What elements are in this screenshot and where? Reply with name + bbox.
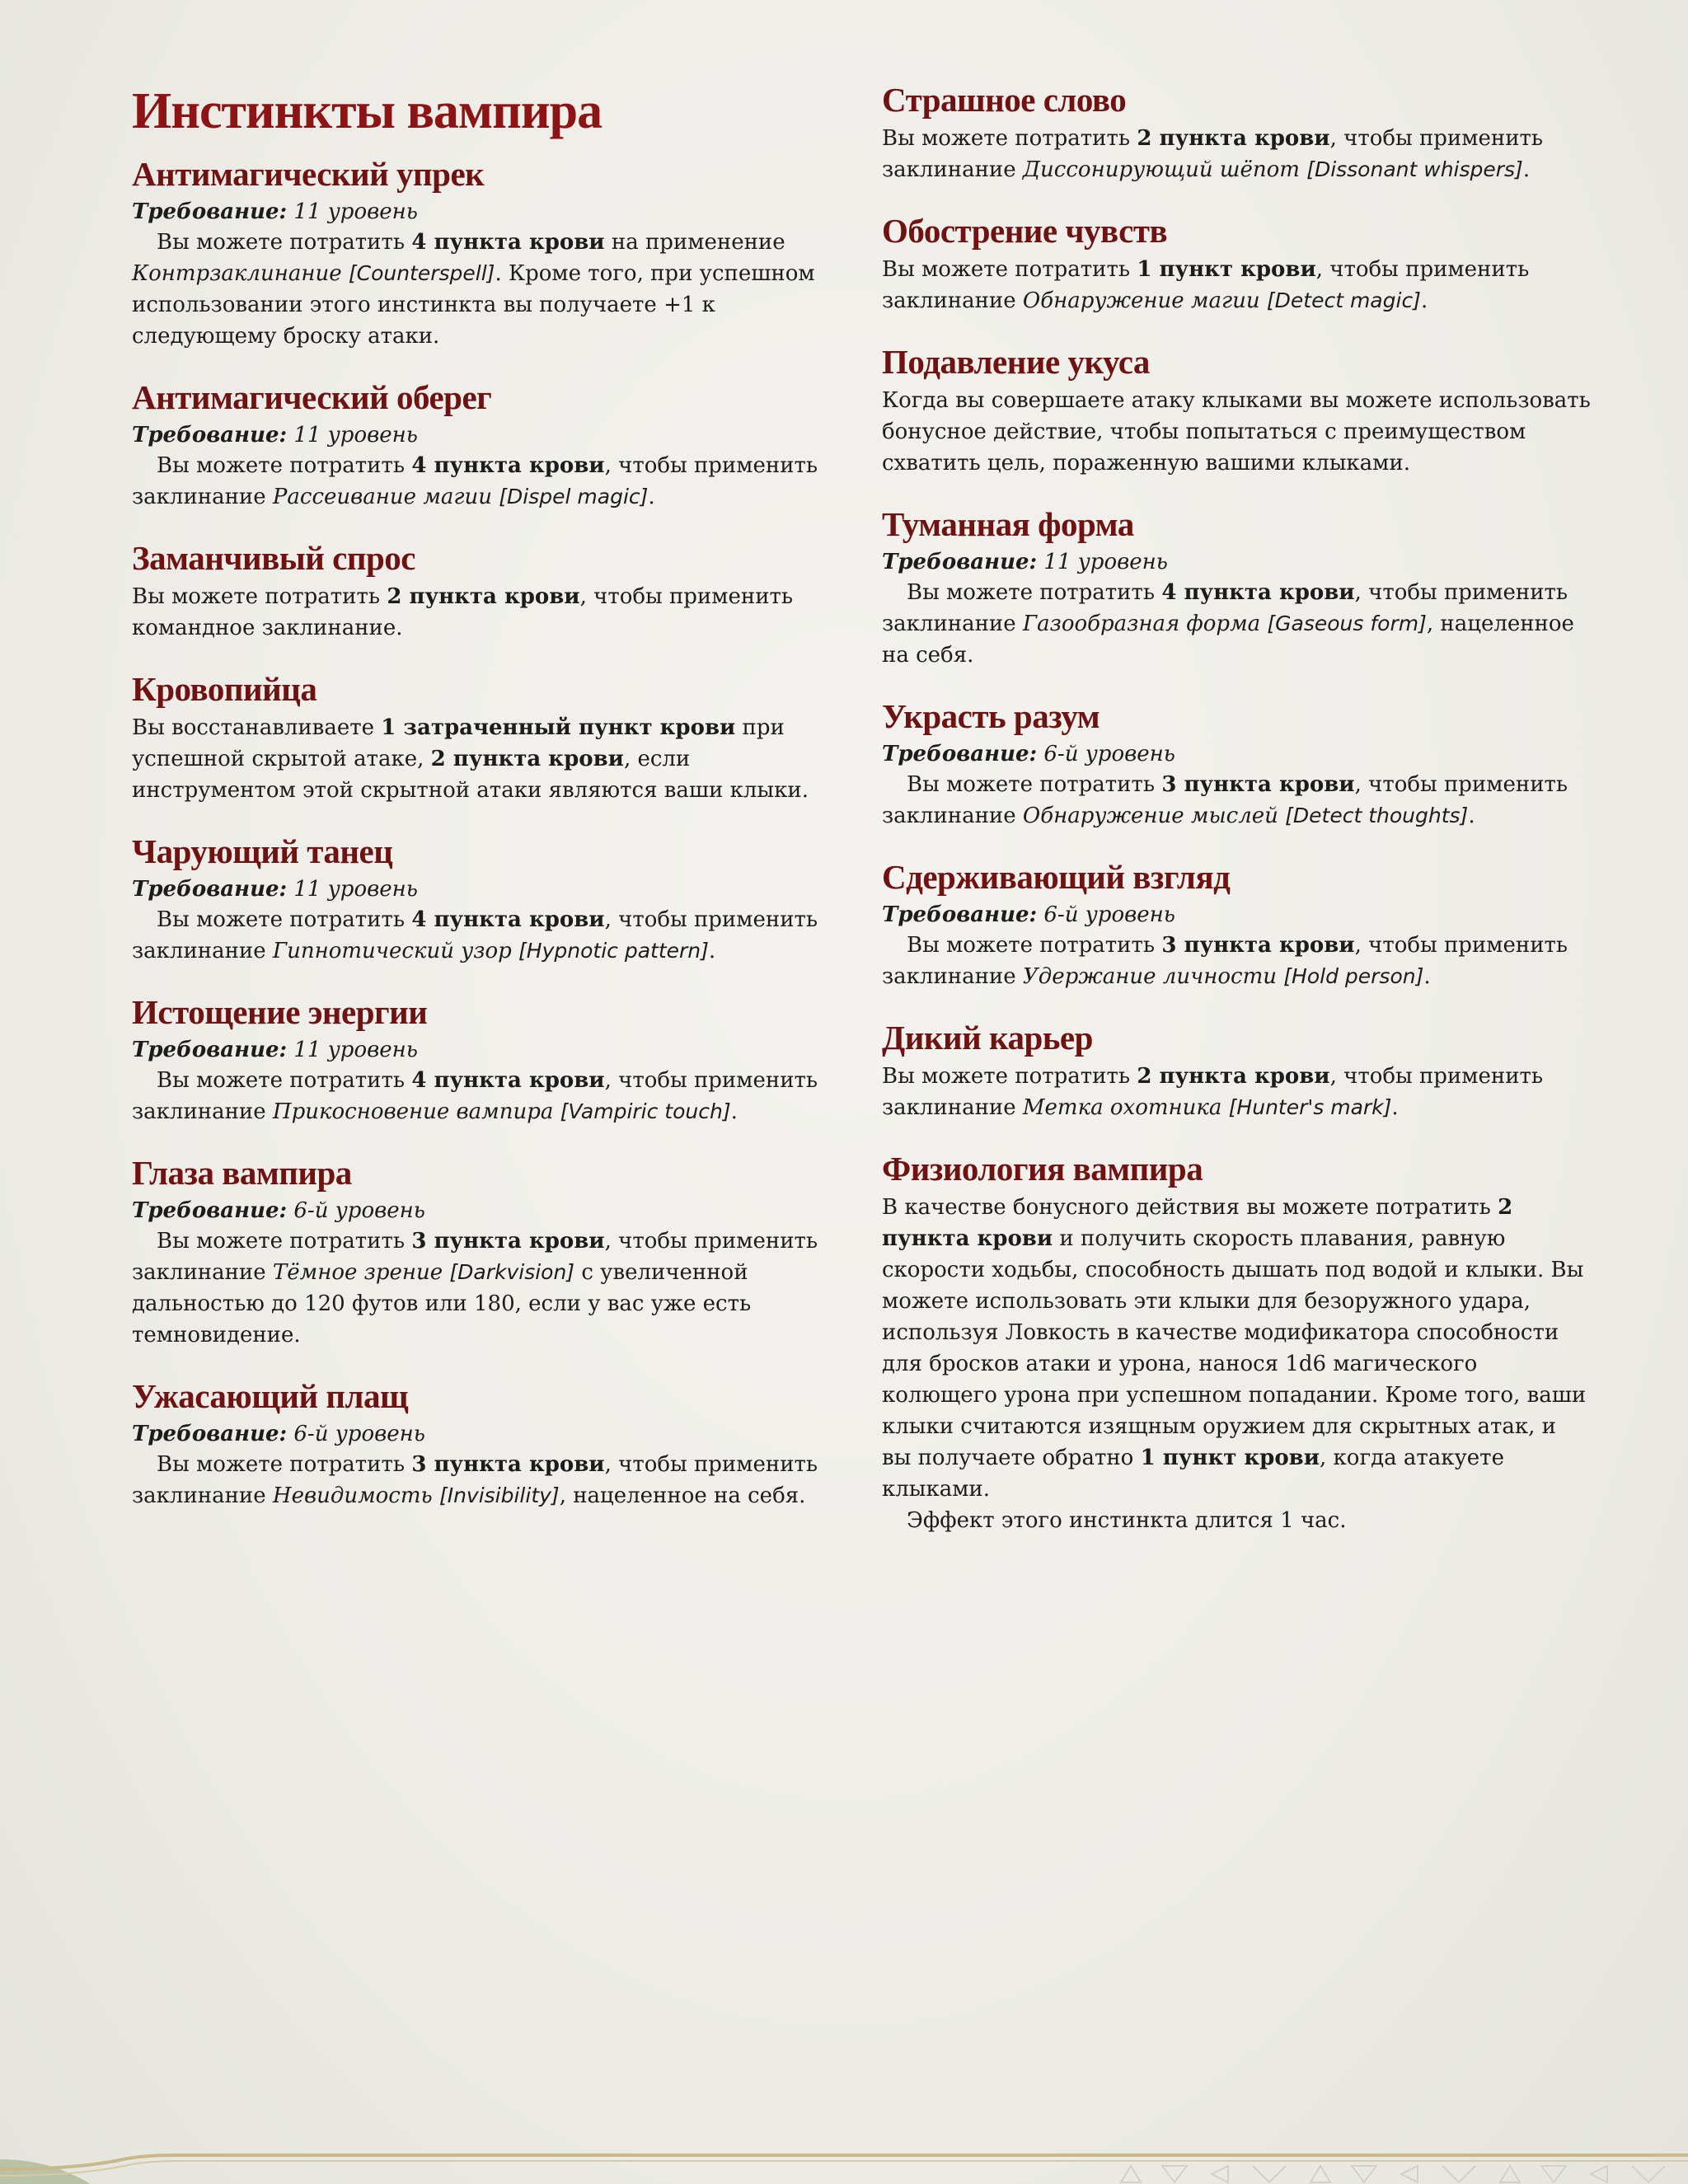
instinct-description: Вы можете потратить 4 пункта крови, чтобы применить заклинание Прикосновение вампира [Vampiric touch]. xyxy=(132,1068,818,1125)
instinct-entry xyxy=(882,213,1591,316)
instinct-entry xyxy=(132,541,841,644)
footer-rune-row xyxy=(1121,2166,1665,2182)
instinct-description: Вы можете потратить 4 пункта крови, чтобы применить заклинание Газообразная форма [Gaseous form], нацеленное на себя. xyxy=(882,580,1574,668)
instinct-requirement: Требование: 11 уровень xyxy=(132,877,418,902)
instinct-entry xyxy=(132,1155,841,1351)
instinct-title: Истощение энергии xyxy=(132,993,428,1032)
instinct-requirement: Требование: 6-й уровень xyxy=(882,902,1175,928)
instinct-description: Когда вы совершаете атаку клыками вы можете использовать бонусное действие, чтобы попытаться с преимуществом схватить цель, пораженную вашими клыками. xyxy=(882,388,1591,476)
instinct-requirement: Требование: 6-й уровень xyxy=(132,1198,425,1224)
instinct-entry xyxy=(132,995,841,1127)
corner-ornament xyxy=(0,2159,91,2184)
instinct-description: Вы можете потратить 4 пункта крови, чтобы применить заклинание Гипнотический узор [Hypnotic pattern]. xyxy=(132,907,818,964)
instinct-description: В качестве бонусного действия вы можете потратить 2 пункта крови и получить скорость плавания, равную скорости ходьбы, способность дышать под водой и клыки. Вы можете использовать эти клыки для безоружного удара, используя Ловкость в качестве модификатора способности для бросков атаки и урона, нанося 1d6 магического колющего урона при успешном попадании. Кроме того, ваши клыки считаются изящным оружием для скрытных атак, и вы получаете обратно 1 пункт крови, когда атакуете клыками. xyxy=(882,1195,1587,1502)
instinct-entry xyxy=(882,344,1591,479)
instinct-entry xyxy=(882,699,1591,832)
instinct-entry xyxy=(132,157,841,352)
instinct-title: Страшное слово xyxy=(882,81,1127,119)
instinct-description: Вы можете потратить 3 пункта крови, чтобы применить заклинание Невидимость [Invisibility], нацеленное на себя. xyxy=(132,1452,818,1509)
instinct-title: Кровопийца xyxy=(132,670,317,709)
instinct-entry xyxy=(132,1379,841,1511)
instinct-title: Дикий карьер xyxy=(882,1019,1093,1057)
instinct-description: Вы можете потратить 4 пункта крови на применение Контрзаклинание [Counterspell]. Кроме того, при успешном использовании этого инстинкта вы получаете +1 к следующему броску атаки. xyxy=(132,230,815,349)
instinct-requirement: Требование: 6-й уровень xyxy=(882,742,1175,767)
footer-border-decoration xyxy=(0,2126,1688,2184)
instinct-title: Сдерживающий взгляд xyxy=(882,858,1231,897)
instinct-duration: Эффект этого инстинкта длится 1 час. xyxy=(907,1508,1347,1534)
instinct-entry xyxy=(132,380,841,513)
instinct-entry xyxy=(132,834,841,967)
instinct-requirement: Требование: 11 уровень xyxy=(132,1038,418,1063)
instinct-description: Вы можете потратить 1 пункт крови, чтобы применить заклинание Обнаружение магии [Detect magic]. xyxy=(882,257,1530,314)
instinct-requirement: Требование: 6-й уровень xyxy=(132,1422,425,1447)
instinct-title: Физиология вампира xyxy=(882,1150,1203,1188)
instinct-title: Заманчивый спрос xyxy=(132,539,416,578)
instinct-title: Обострение чувств xyxy=(882,212,1168,251)
instinct-requirement: Требование: 11 уровень xyxy=(882,550,1168,575)
instinct-description: Вы можете потратить 2 пункта крови, чтобы применить заклинание Метка охотника [Hunter's mark]. xyxy=(882,1064,1544,1121)
instinct-entry xyxy=(882,507,1591,671)
instinct-description: Вы можете потратить 2 пункта крови, чтобы применить командное заклинание. xyxy=(132,584,794,641)
instinct-entry xyxy=(882,860,1591,992)
instinct-entry xyxy=(882,82,1591,185)
instinct-requirement: Требование: 11 уровень xyxy=(132,199,418,225)
right-column xyxy=(882,82,1591,1564)
instinct-description: Вы можете потратить 3 пункта крови, чтобы применить заклинание Обнаружение мыслей [Detect thoughts]. xyxy=(882,772,1568,829)
instinct-title: Антимагический оберег xyxy=(132,378,492,417)
instinct-entry xyxy=(132,672,841,806)
left-column xyxy=(132,157,841,1540)
footer-gold-line-inner xyxy=(0,2161,1688,2176)
instinct-description: Вы можете потратить 3 пункта крови, чтобы применить заклинание Тёмное зрение [Darkvision] с увеличенной дальностью до 120 футов или 180, если у вас уже есть темновидение. xyxy=(132,1229,818,1348)
page-title: Инстинкты вампира xyxy=(132,83,603,139)
instinct-title: Антимагический упрек xyxy=(132,155,485,193)
instinct-title: Туманная форма xyxy=(882,505,1134,544)
instinct-title: Глаза вампира xyxy=(132,1154,352,1193)
instinct-title: Ужасающий плащ xyxy=(132,1377,409,1416)
instinct-title: Подавление укуса xyxy=(882,343,1150,382)
instinct-description: Вы можете потратить 4 пункта крови, чтобы применить заклинание Рассеивание магии [Dispel magic]. xyxy=(132,453,818,510)
instinct-description: Вы можете потратить 3 пункта крови, чтобы применить заклинание Удержание личности [Hold person]. xyxy=(882,933,1568,990)
instinct-entry xyxy=(882,1151,1591,1536)
instinct-requirement: Требование: 11 уровень xyxy=(132,423,418,448)
instinct-entry xyxy=(882,1020,1591,1123)
footer-gold-line xyxy=(0,2155,1688,2169)
instinct-title: Украсть разум xyxy=(882,697,1100,736)
instinct-title: Чарующий танец xyxy=(132,832,393,871)
instinct-description: Вы восстанавливаете 1 затраченный пункт крови при успешной скрытой атаке, 2 пункта крови, если инструментом этой скрытной атаки являются ваши клыки. xyxy=(132,715,809,804)
instinct-description: Вы можете потратить 2 пункта крови, чтобы применить заклинание Диссонирующий шёпот [Dissonant whispers]. xyxy=(882,126,1544,183)
